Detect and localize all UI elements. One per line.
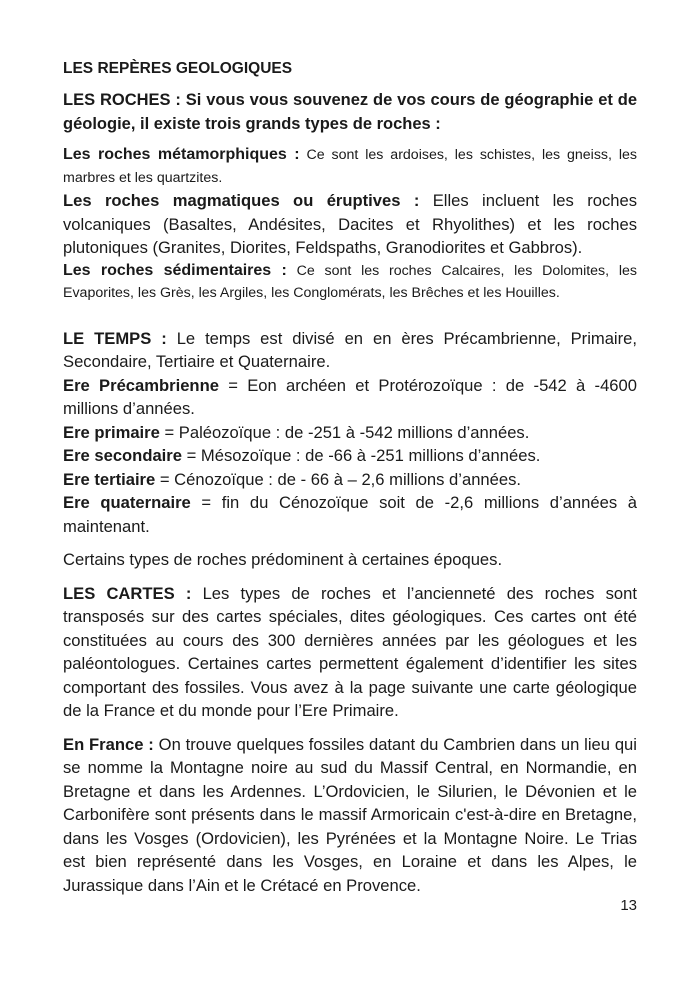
paragraph-temps [63, 327, 637, 374]
ere-secondaire [63, 444, 637, 468]
ere-text: = Cénozoïque : de - 66 à – 2,6 millions d’années. [159, 469, 522, 489]
ere-text: = Paléozoïque : de -251 à -542 millions d’années. [164, 422, 530, 442]
label-sedimentaires: Les roches sédimentaires : [63, 261, 287, 279]
text-metamorphiques: Ce sont les ardoises, les schistes, les gneiss, les marbres et les quartzites. [63, 147, 637, 186]
ere-text: = Eon archéen et Protérozoïque : de -542 à -4600 millions d’années. [63, 375, 637, 418]
page-number: 13 [620, 897, 637, 914]
ere-label: Ere secondaire [63, 446, 182, 465]
paragraph-note: Certains types de roches prédominent à certaines époques. [63, 550, 503, 569]
page-title: LES REPÈRES GEOLOGIQUES [63, 60, 293, 77]
paragraph-magmatiques [63, 189, 637, 260]
ere-precambrienne [63, 374, 637, 421]
ere-tertiaire [63, 468, 637, 492]
label-france: En France : [63, 734, 154, 754]
paragraph-cartes [63, 582, 637, 723]
text-france: On trouve quelques fossiles datant du Cambrien dans un lieu qui se nomme la Montagne noire au sud du Massif Central, en Normandie, en Bretagne et dans les Ardennes. L’Ordovicien, le Silurien, le Dévonien et le Carbonifère sont présents dans le massif Armoricain c'est-à-dire en Bretagne, dans les Vosges (Ordovicien), les Pyrénées et la Montagne Noire. Le Trias est bien représenté dans les Vosges, en Loraine et dans les Alpes, le Jurassique dans l’Ain et le Crétacé en Provence. [63, 734, 637, 895]
text-temps: Le temps est divisé en en ères Précambrienne, Primaire, Secondaire, Tertiaire et Quaternaire. [63, 328, 637, 371]
ere-label: Ere primaire [63, 422, 160, 442]
ere-text: = fin du Cénozoïque soit de -2,6 millions d’années à maintenant. [63, 493, 637, 536]
paragraph-sedimentaires [63, 260, 637, 305]
paragraph-metamorphiques [63, 144, 637, 189]
text-magmatiques: Elles incluent les roches volcaniques (Basaltes, Andésites, Dacites et Rhyolithes) et les roches plutoniques (Granites, Diorites, Feldspaths, Granodiorites et Gabbros). [63, 191, 637, 257]
label-metamorphiques: Les roches métamorphiques : [63, 146, 300, 163]
ere-primaire [63, 421, 637, 445]
label-magmatiques: Les roches magmatiques ou éruptives : [63, 191, 420, 210]
ere-label: Ere Précambrienne [63, 375, 219, 395]
ere-label: Ere quaternaire [63, 493, 191, 512]
document-page [63, 58, 637, 897]
text-sedimentaires: Ce sont les roches Calcaires, les Dolomites, les Evaporites, les Grès, les Argiles, les Conglomérats, les Brêches et les Houilles. [63, 262, 637, 301]
ere-quaternaire [63, 491, 637, 538]
roches-intro: LES ROCHES : Si vous vous souvenez de vos cours de géographie et de géologie, il existe trois grands types de roches : [63, 91, 637, 133]
ere-label: Ere tertiaire [63, 469, 156, 489]
label-temps: LE TEMPS : [63, 328, 167, 348]
paragraph-france [63, 733, 637, 898]
label-cartes: LES CARTES : [63, 583, 192, 603]
ere-text: = Mésozoïque : de -66 à -251 millions d’années. [186, 446, 541, 465]
text-cartes: Les types de roches et l’ancienneté des roches sont transposés sur des cartes spéciales, dites géologiques. Ces cartes ont été constituées au cours des 300 dernières années par les géologues et les paléontologues. Certaines cartes permettent également d’identifier les sites comportant des fossiles. Vous avez à la page suivante une carte géologique de la France et du monde pour l’Ere Primaire. [63, 583, 637, 720]
